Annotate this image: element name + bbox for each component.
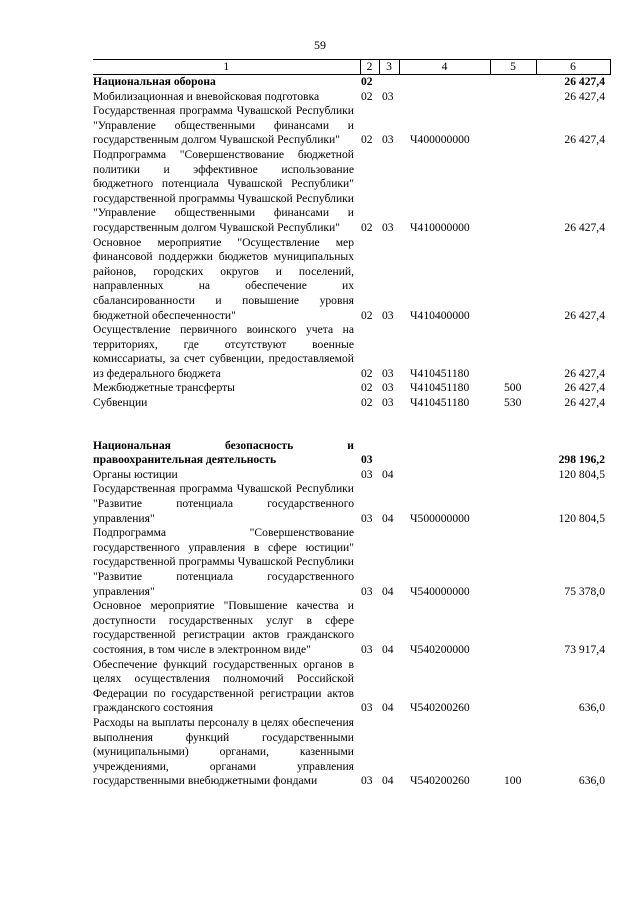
row-subsection-code bbox=[379, 75, 399, 90]
row-subsection-code: 04 bbox=[382, 701, 394, 715]
row-name: Расходы на выплаты персоналу в целях обеспечения выполнения функций государственными (муниципальными) органами, казенными учреждениями, органами управления государственными внебюджетными фондами bbox=[93, 715, 354, 788]
row-amount: 26 427,4 bbox=[564, 220, 605, 234]
row-name: Подпрограмма "Совершенствование государственного управления в сфере юстиции" государственной программы Чувашской Республики "Развитие потенциала государственного управления" bbox=[93, 526, 354, 598]
row-target-code: Ч410400000 bbox=[410, 308, 470, 322]
table-row bbox=[93, 468, 610, 483]
row-amount: 26 427,4 bbox=[564, 133, 605, 147]
row-name: Осуществление первичного воинского учета на территориях, где отсутствуют военные комиссариаты, за счет субвенции, предоставляемой из федерального бюджета bbox=[93, 323, 354, 380]
row-expense-type bbox=[490, 599, 536, 657]
row-section-code: 02 bbox=[361, 396, 373, 410]
table-row bbox=[93, 75, 610, 90]
row-target-code bbox=[399, 439, 490, 468]
row-expense-type bbox=[490, 75, 536, 90]
row-expense-type bbox=[490, 90, 536, 105]
table-row bbox=[93, 599, 610, 657]
row-section-code: 02 bbox=[361, 381, 373, 395]
row-name: Подпрограмма "Совершенствование бюджетной политики и эффективное использование бюджетного потенциала Чувашской Республики" государственной программы Чувашской Республики "Управление общественными финансами и государственным долгом Чувашской Республики" bbox=[93, 147, 354, 234]
table-row bbox=[93, 148, 610, 236]
row-target-code: Ч410451180 bbox=[410, 366, 470, 380]
row-subsection-code bbox=[379, 439, 399, 468]
table-row bbox=[93, 482, 610, 526]
row-section-code: 02 bbox=[361, 75, 373, 88]
table-row bbox=[93, 658, 610, 716]
row-amount: 26 427,4 bbox=[564, 89, 605, 103]
row-expense-type bbox=[490, 482, 536, 526]
row-section-code: 02 bbox=[361, 89, 373, 103]
row-subsection-code: 03 bbox=[382, 89, 394, 103]
row-expense-type bbox=[490, 323, 536, 381]
row-amount: 298 196,2 bbox=[558, 453, 605, 467]
table-row bbox=[93, 526, 610, 599]
row-name: Государственная программа Чувашской Республики "Управление общественными финансами и государственным долгом Чувашской Республики" bbox=[93, 104, 354, 147]
row-section-code: 03 bbox=[361, 511, 373, 525]
row-section-code: 02 bbox=[361, 133, 373, 147]
row-name: Основное мероприятие "Осуществление мер финансовой поддержки бюджетов муниципальных районов, городских округов и поселений, направленных на обеспечение их сбалансированности и повышение уровня бюджетной обеспеченности" bbox=[93, 235, 354, 322]
table-row bbox=[93, 439, 610, 468]
row-subsection-code: 03 bbox=[382, 220, 394, 234]
row-expense-type: 530 bbox=[504, 396, 522, 410]
row-subsection-code: 03 bbox=[382, 396, 394, 410]
row-target-code: Ч400000000 bbox=[410, 133, 470, 147]
header-col-4: 4 bbox=[399, 60, 490, 75]
row-subsection-code: 04 bbox=[382, 774, 394, 788]
row-amount: 26 427,4 bbox=[564, 366, 605, 380]
row-name: Государственная программа Чувашской Республики "Развитие потенциала государственного управления" bbox=[93, 482, 354, 525]
row-amount: 73 917,4 bbox=[564, 642, 605, 656]
row-expense-type bbox=[490, 526, 536, 599]
row-expense-type bbox=[490, 439, 536, 468]
row-target-code bbox=[399, 90, 490, 105]
row-amount: 26 427,4 bbox=[564, 308, 605, 322]
row-name: Мобилизационная и вневойсковая подготовка bbox=[93, 89, 320, 103]
row-expense-type: 100 bbox=[504, 774, 522, 788]
page-number: 59 bbox=[314, 38, 326, 52]
row-target-code: Ч540000000 bbox=[410, 584, 470, 598]
row-target-code bbox=[399, 75, 490, 90]
row-amount: 120 804,5 bbox=[558, 511, 605, 525]
row-expense-type: 500 bbox=[504, 381, 522, 395]
row-target-code: Ч540200260 bbox=[410, 774, 470, 788]
row-section-code: 03 bbox=[361, 453, 373, 467]
row-subsection-code: 03 bbox=[382, 381, 394, 395]
row-target-code: Ч500000000 bbox=[410, 511, 470, 525]
row-name: Основное мероприятие "Повышение качества и доступности государственных услуг в сфере государственной регистрации актов гражданского состояния, в том числе в электронном виде" bbox=[93, 599, 354, 656]
table-header bbox=[93, 60, 610, 75]
header-col-3: 3 bbox=[379, 60, 399, 75]
header-col-5: 5 bbox=[490, 60, 536, 75]
row-subsection-code: 03 bbox=[382, 308, 394, 322]
row-amount: 26 427,4 bbox=[564, 396, 605, 410]
row-amount: 26 427,4 bbox=[564, 75, 605, 88]
header-col-2: 2 bbox=[360, 60, 379, 75]
row-section-code: 03 bbox=[361, 701, 373, 715]
row-subsection-code: 04 bbox=[382, 467, 394, 481]
row-target-code: Ч540200000 bbox=[410, 642, 470, 656]
row-target-code: Ч410000000 bbox=[410, 220, 470, 234]
row-target-code: Ч540200260 bbox=[410, 701, 470, 715]
table-row bbox=[93, 236, 610, 324]
row-target-code bbox=[399, 468, 490, 483]
row-name: Обеспечение функций государственных органов в целях осуществления полномочий Российской Федерации по государственной регистрации актов гражданского состояния bbox=[93, 657, 354, 715]
spacer-row bbox=[93, 411, 610, 439]
row-section-code: 02 bbox=[361, 220, 373, 234]
row-amount: 75 378,0 bbox=[564, 584, 605, 598]
row-section-code: 03 bbox=[361, 774, 373, 788]
row-name: Межбюджетные трансферты bbox=[93, 381, 235, 395]
row-name: Органы юстиции bbox=[93, 467, 178, 481]
table-row bbox=[93, 716, 610, 789]
row-name: Национальная безопасность и правоохранительная деятельность bbox=[93, 438, 354, 467]
table-row bbox=[93, 104, 610, 148]
row-section-code: 02 bbox=[361, 366, 373, 380]
row-section-code: 03 bbox=[361, 467, 373, 481]
header-col-1: 1 bbox=[93, 60, 360, 75]
row-subsection-code: 04 bbox=[382, 584, 394, 598]
row-subsection-code: 03 bbox=[382, 366, 394, 380]
row-amount: 120 804,5 bbox=[558, 467, 605, 481]
row-target-code: Ч410451180 bbox=[410, 396, 470, 410]
row-target-code: Ч410451180 bbox=[410, 381, 470, 395]
row-subsection-code: 03 bbox=[382, 133, 394, 147]
row-expense-type bbox=[490, 658, 536, 716]
table-row bbox=[93, 381, 610, 396]
header-col-6: 6 bbox=[536, 60, 610, 75]
row-section-code: 03 bbox=[361, 642, 373, 656]
budget-table bbox=[93, 59, 611, 789]
row-name: Национальная оборона bbox=[93, 75, 216, 88]
table-body bbox=[93, 75, 610, 789]
row-expense-type bbox=[490, 148, 536, 236]
table-row bbox=[93, 396, 610, 411]
row-section-code: 02 bbox=[361, 308, 373, 322]
row-name: Субвенции bbox=[93, 396, 148, 410]
row-amount: 636,0 bbox=[578, 774, 605, 788]
row-subsection-code: 04 bbox=[382, 642, 394, 656]
table-row bbox=[93, 323, 610, 381]
row-amount: 636,0 bbox=[578, 701, 605, 715]
row-amount: 26 427,4 bbox=[564, 381, 605, 395]
spacer-cell bbox=[93, 411, 610, 439]
row-subsection-code: 04 bbox=[382, 511, 394, 525]
row-section-code: 03 bbox=[361, 584, 373, 598]
row-expense-type bbox=[490, 104, 536, 148]
table-row bbox=[93, 90, 610, 105]
row-expense-type bbox=[490, 468, 536, 483]
row-expense-type bbox=[490, 236, 536, 324]
